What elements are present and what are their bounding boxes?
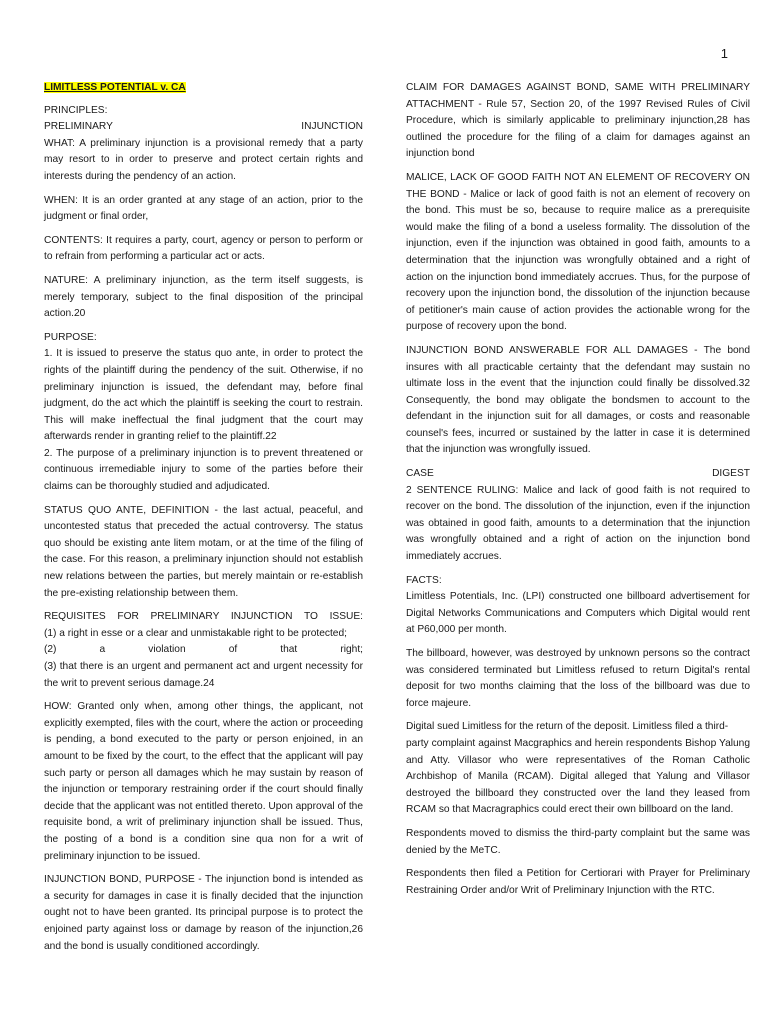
status-quo-paragraph: STATUS QUO ANTE, DEFINITION - the last actual, peaceful, and uncontested status that preceded the actual controversy. The status quo should be existing ante litem motam, or at the time of the filing of the case. For this reason, a preliminary injunction should not establish new relations between the parties, but merely maintain or re-establish the pre-existing relationship between them. bbox=[44, 504, 363, 599]
case-digest-heading: CASE DIGEST bbox=[406, 468, 750, 480]
injunction-bond-purpose-paragraph: INJUNCTION BOND, PURPOSE - The injunction bond is intended as a security for damages in case it is finally decided that the injunction ought not to have been granted. Its principal purpose is to protect the enjoined party against loss or damage by reason of the injunction,26 and the bond is usually conditioned accordingly. bbox=[44, 874, 363, 952]
ruling-paragraph: 2 SENTENCE RULING: Malice and lack of good faith is not required to recover on the bond. The dissolution of the injunction, even if the injunction was obtained in good faith, amounts to a determination that the injunction was wrongfully obtained and a right of action on the injunction bond immediately accrues. bbox=[406, 484, 750, 563]
what-paragraph: WHAT: A preliminary injunction is a provisional remedy that a party may resort to in order to preserve and protect certain rights and interests during the pendency of an action. bbox=[44, 137, 363, 182]
requisite-1: (1) a right in esse or a clear and unmistakable right to be protected; bbox=[44, 627, 347, 639]
principles-label: PRINCIPLES: bbox=[44, 104, 108, 116]
facts-paragraph-5: Respondents then filed a Petition for Certiorari with Prayer for Preliminary Restraining Order and/or Writ of Preliminary Injunction with the RTC. bbox=[406, 868, 750, 896]
facts-paragraph-3a: Digital sued Limitless for the return of the deposit. Limitless filed a third- bbox=[406, 721, 729, 733]
purpose-label: PURPOSE: bbox=[44, 331, 97, 343]
malice-paragraph: MALICE, LACK OF GOOD FAITH NOT AN ELEMENT OF RECOVERY ON THE BOND - Malice or lack of good faith is not an element of recovery on the bond. This must be so, because to require malice as a prerequisite would make the filing of a bond a useless formality. The dissolution of the injunction, even if the injunction was obtained in good faith, amounts to a determination that the injunction was wrongfully obtained and a right of action on the injunction bond immediately accrues. Thus, for the purpose of recovery upon the injunction bond, the dissolution of the injunction because of petitioner's main cause of action provides the actionable wrong for the purpose of recovery upon the bond. bbox=[406, 171, 750, 333]
facts-paragraph-4: Respondents moved to dismiss the third-party complaint but the same was denied by the MeTC. bbox=[406, 827, 750, 856]
right-column bbox=[406, 80, 750, 906]
case-title: LIMITLESS POTENTIAL v. CA bbox=[44, 82, 186, 93]
how-paragraph: HOW: Granted only when, among other things, the applicant, not explicitly exempted, files with the court, where the action or proceeding is pending, a bond executed to the party or person enjoined, in an amount to be fixed by the court, to the effect that the applicant will pay such party or person all damages which he may sustain by reason of the injunction or temporary restraining order if the court should finally decide that the applicant was not entitled thereto. Upon approval of the requisite bond, a writ of preliminary injunction shall be issued. Thus, the posting of a bond is a condition sine qua non for a writ of preliminary injunction to be issued. bbox=[44, 701, 363, 862]
page-number: 1 bbox=[720, 46, 728, 61]
left-column bbox=[44, 80, 363, 962]
facts-paragraph-3b: party complaint against Macgraphics and herein respondents Bishop Yalung and Atty. Villasor who were representatives of the Roman Catholic Archbishop of Manila (RCAM). Digital alleged that Yalung and Villasor destroyed the billboard they constructed over the land they leased from RCAM so that Macragraphics could erect their own billboard on the land. bbox=[406, 737, 750, 816]
facts-paragraph-1: Limitless Potentials, Inc. (LPI) constructed one billboard advertisement for Digital Networks Communications and Computers which Digital would rent at P60,000 per month. bbox=[406, 591, 750, 636]
facts-label: FACTS: bbox=[406, 574, 442, 586]
claim-for-damages-paragraph: CLAIM FOR DAMAGES AGAINST BOND, SAME WITH PRELIMINARY ATTACHMENT - Rule 57, Section 20, of the 1997 Revised Rules of Civil Procedure, which is similarly applicable to preliminary injunction,28 has outlined the procedure for the filing of a claim for damages against an injunction bond bbox=[406, 82, 750, 160]
purpose-item-1: 1. It is issued to preserve the status quo ante, in order to protect the rights of the plaintiff during the pendency of the suit. Otherwise, if no preliminary injunction is issued, the defendant may, before final judgment, do the act which the plaintiff is seeking the court to restrain. This will make ineffectual the final judgment that the court may afterwards render in granting relief to the plaintiff.22 bbox=[44, 348, 363, 443]
purpose-item-2: 2. The purpose of a preliminary injunction is to prevent threatened or continuous irremediable injury to some of the parties before their claims can be thoroughly studied and adjudicated. bbox=[44, 447, 363, 493]
requisite-3: (3) that there is an urgent and permanent act and urgent necessity for the writ to prevent serious damage.24 bbox=[44, 661, 363, 689]
when-paragraph: WHEN: It is an order granted at any stage of an action, prior to the judgment or final order, bbox=[44, 194, 363, 223]
facts-paragraph-2: The billboard, however, was destroyed by unknown persons so the contract was considered terminated but Limitless refused to return Digital's rental deposit for two months claiming that the loss of the billboard was due to force majeure. bbox=[406, 648, 750, 709]
preliminary-injunction-heading: PRELIMINARY INJUNCTION bbox=[44, 121, 363, 133]
requisites-heading: REQUISITES FOR PRELIMINARY INJUNCTION TO ISSUE: bbox=[44, 611, 363, 623]
requisite-2: (2) a violation of that right; bbox=[44, 644, 363, 656]
answerable-paragraph: INJUNCTION BOND ANSWERABLE FOR ALL DAMAGES - The bond insures with all practicable certainty that the defendant may sustain no ultimate loss in the event that the injunction could finally be dissolved.32 Consequently, the bond may obligate the bondsmen to account to the defendant in the injunction suit for all damages, or costs and reasonable counsel's fees, incurred or sustained by the latter in case it is determined that the injunction was wrongfully issued. bbox=[406, 344, 750, 456]
contents-paragraph: CONTENTS: It requires a party, court, agency or person to perform or to refrain from performing a particular act or acts. bbox=[44, 234, 363, 263]
nature-paragraph: NATURE: A preliminary injunction, as the term itself suggests, is merely temporary, subject to the final disposition of the principal action.20 bbox=[44, 274, 363, 320]
